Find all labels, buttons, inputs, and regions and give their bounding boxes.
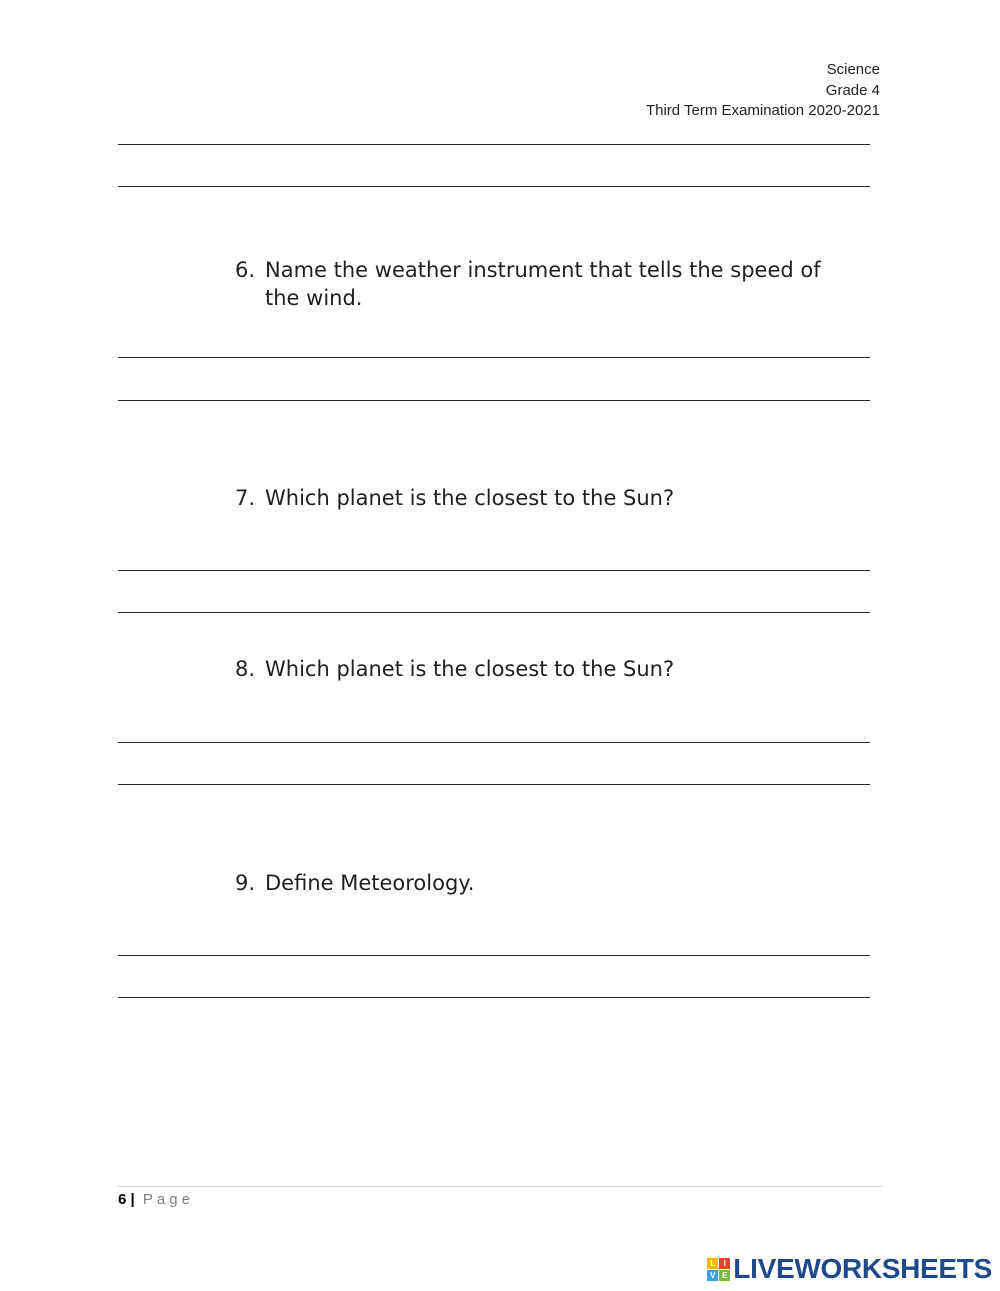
question-7 bbox=[235, 484, 855, 512]
liveworksheets-logo-icon bbox=[707, 1258, 730, 1281]
question-text: Which planet is the closest to the Sun? bbox=[265, 486, 675, 510]
answer-line[interactable] bbox=[118, 570, 870, 571]
question-9 bbox=[235, 869, 855, 897]
logo-tile: E bbox=[719, 1270, 730, 1281]
question-6 bbox=[235, 256, 855, 312]
question-text: Name the weather instrument that tells the speed of the wind. bbox=[265, 258, 821, 310]
page-footer bbox=[118, 1191, 194, 1208]
answer-line[interactable] bbox=[118, 612, 870, 613]
page-number: 6 bbox=[118, 1191, 127, 1208]
header-grade: Grade 4 bbox=[825, 81, 880, 99]
brand-name: LIVEWORKSHEETS bbox=[733, 1253, 992, 1284]
answer-line[interactable] bbox=[118, 144, 870, 145]
answer-line[interactable] bbox=[118, 997, 870, 998]
question-8 bbox=[235, 655, 855, 683]
answer-line[interactable] bbox=[118, 400, 870, 401]
page-label: Page bbox=[142, 1191, 194, 1208]
question-number: 6. bbox=[235, 258, 256, 282]
answer-line[interactable] bbox=[118, 186, 870, 187]
page-header bbox=[646, 60, 880, 122]
question-text: Which planet is the closest to the Sun? bbox=[265, 657, 675, 681]
liveworksheets-brand[interactable] bbox=[707, 1252, 992, 1286]
question-number: 7. bbox=[235, 486, 256, 510]
footer-separator: | bbox=[130, 1191, 135, 1208]
answer-line[interactable] bbox=[118, 742, 870, 743]
question-text: Define Meteorology. bbox=[265, 871, 475, 895]
answer-line[interactable] bbox=[118, 955, 870, 956]
logo-tile: I bbox=[719, 1258, 730, 1269]
answer-line[interactable] bbox=[118, 784, 870, 785]
logo-tile: V bbox=[707, 1270, 718, 1281]
question-number: 8. bbox=[235, 657, 256, 681]
question-number: 9. bbox=[235, 871, 256, 895]
logo-tile: L bbox=[707, 1258, 718, 1269]
header-subject: Science bbox=[826, 61, 880, 78]
header-exam: Third Term Examination 2020-2021 bbox=[645, 102, 880, 119]
footer-divider bbox=[118, 1186, 882, 1187]
answer-line[interactable] bbox=[118, 357, 870, 358]
